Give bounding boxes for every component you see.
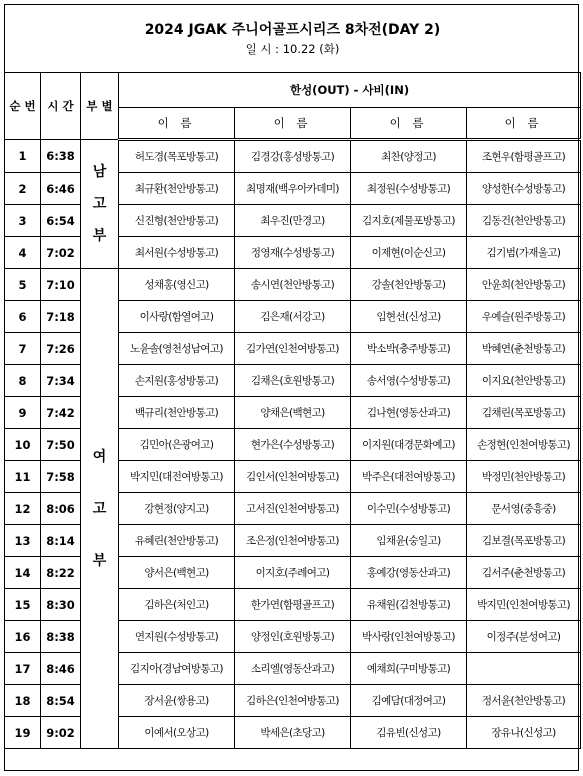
player-name: 성채홍(영신고) xyxy=(119,269,235,301)
tee-time-table xyxy=(4,72,581,749)
player-name: 김지아(경남여방통고) xyxy=(119,653,235,685)
player-name: 이사랑(함열여고) xyxy=(119,301,235,333)
tee-time: 6:54 xyxy=(41,205,81,237)
player-name: 박사랑(인천여방통고) xyxy=(351,621,467,653)
tee-time: 6:38 xyxy=(41,140,81,173)
player-name: 송서영(수성방통고) xyxy=(351,365,467,397)
header-name-1: 이 름 xyxy=(119,108,235,140)
row-number: 1 xyxy=(5,140,41,173)
player-name: 김예담(대정여고) xyxy=(351,685,467,717)
group-label-char: 남 xyxy=(92,164,107,180)
player-name: 문서영(중흥중) xyxy=(467,493,581,525)
tee-time: 7:58 xyxy=(41,461,81,493)
player-name: 최규환(천안방통고) xyxy=(119,173,235,205)
row-number: 17 xyxy=(5,653,41,685)
player-name: 양채은(백현고) xyxy=(235,397,351,429)
group-label-char: 부 xyxy=(92,552,107,569)
tee-time: 7:34 xyxy=(41,365,81,397)
group-label-char: 고 xyxy=(92,500,107,517)
row-number: 10 xyxy=(5,429,41,461)
player-name: 박주은(대전여방통고) xyxy=(351,461,467,493)
table-row xyxy=(5,269,581,301)
tee-time: 8:54 xyxy=(41,685,81,717)
row-number: 12 xyxy=(5,493,41,525)
group-label-char: 여 xyxy=(92,448,107,465)
player-name: 한가연(함평골프고) xyxy=(235,589,351,621)
player-name: 김나현(영동산과고) xyxy=(351,397,467,429)
tee-time: 7:50 xyxy=(41,429,81,461)
player-name: 박지민(대전여방통고) xyxy=(119,461,235,493)
player-name: 김가연(인천여방통고) xyxy=(235,333,351,365)
player-name: 최서원(수성방통고) xyxy=(119,237,235,269)
group-label-char: 부 xyxy=(92,228,107,244)
row-number: 11 xyxy=(5,461,41,493)
event-date: 일 시 : 10.22 (화) xyxy=(245,42,340,56)
player-name: 연지원(수성방통고) xyxy=(119,621,235,653)
tee-time: 8:14 xyxy=(41,525,81,557)
player-name: 이정주(분성여고) xyxy=(467,621,581,653)
player-name: 김인서(인천여방통고) xyxy=(235,461,351,493)
group-label-char: 고 xyxy=(92,196,107,212)
player-name: 고서진(인천여방통고) xyxy=(235,493,351,525)
player-name: 이제현(이순신고) xyxy=(351,237,467,269)
player-name: 박세은(초당고) xyxy=(235,717,351,749)
player-name: 김보결(목포방통고) xyxy=(467,525,581,557)
player-name: 안윤희(천안방통고) xyxy=(467,269,581,301)
player-name: 이지원(대경문화예고) xyxy=(351,429,467,461)
player-name: 박혜연(춘천방통고) xyxy=(467,333,581,365)
row-number: 7 xyxy=(5,333,41,365)
player-name: 백규리(천안방통고) xyxy=(119,397,235,429)
tee-time: 8:46 xyxy=(41,653,81,685)
player-name: 박정민(천안방통고) xyxy=(467,461,581,493)
player-name: 강솔(천안방통고) xyxy=(351,269,467,301)
player-name: 최우진(만경고) xyxy=(235,205,351,237)
player-name: 김민아(은광여고) xyxy=(119,429,235,461)
header-name-3: 이 름 xyxy=(351,108,467,140)
table-row xyxy=(5,140,581,173)
row-number: 5 xyxy=(5,269,41,301)
row-number: 6 xyxy=(5,301,41,333)
header-name-4: 이 름 xyxy=(467,108,581,140)
row-number: 18 xyxy=(5,685,41,717)
page-title: 2024 JGAK 주니어골프시리즈 8차전(DAY 2) xyxy=(144,22,441,38)
row-number: 19 xyxy=(5,717,41,749)
player-name: 김유빈(신성고) xyxy=(351,717,467,749)
header-course: 한성(OUT) - 사비(IN) xyxy=(119,73,581,108)
player-name: 장유나(신성고) xyxy=(467,717,581,749)
tee-time: 8:22 xyxy=(41,557,81,589)
player-name: 김하은(인천여방통고) xyxy=(235,685,351,717)
player-name: 우예슬(원주방통고) xyxy=(467,301,581,333)
row-number: 2 xyxy=(5,173,41,205)
player-name: 유혜린(천안방통고) xyxy=(119,525,235,557)
group-boys-high xyxy=(81,140,119,269)
group-girls-high xyxy=(81,269,119,749)
tee-time-sheet xyxy=(4,4,579,771)
player-name: 김채린(목포방통고) xyxy=(467,397,581,429)
player-name xyxy=(467,653,581,685)
player-name: 홍예강(영동산과고) xyxy=(351,557,467,589)
player-name: 최명재(백우아카데미) xyxy=(235,173,351,205)
header-group: 부 별 xyxy=(81,73,119,140)
player-name: 현가은(수성방통고) xyxy=(235,429,351,461)
player-name: 임현선(신성고) xyxy=(351,301,467,333)
player-name: 조은정(인천여방통고) xyxy=(235,525,351,557)
player-name: 손지원(홍성방통고) xyxy=(119,365,235,397)
player-name: 김경강(홍성방통고) xyxy=(235,140,351,173)
row-number: 4 xyxy=(5,237,41,269)
tee-time: 7:42 xyxy=(41,397,81,429)
tee-time: 7:10 xyxy=(41,269,81,301)
tee-time: 8:06 xyxy=(41,493,81,525)
tee-time: 7:18 xyxy=(41,301,81,333)
player-name: 최찬(양정고) xyxy=(351,140,467,173)
player-name: 정서윤(천안방통고) xyxy=(467,685,581,717)
player-name: 김서주(춘천방통고) xyxy=(467,557,581,589)
player-name: 강현정(양지고) xyxy=(119,493,235,525)
tee-time-rows xyxy=(5,140,581,749)
tee-time: 6:46 xyxy=(41,173,81,205)
row-number: 9 xyxy=(5,397,41,429)
player-name: 김은재(서강고) xyxy=(235,301,351,333)
tee-time: 9:02 xyxy=(41,717,81,749)
row-number: 8 xyxy=(5,365,41,397)
row-number: 14 xyxy=(5,557,41,589)
header-no: 순 번 xyxy=(5,73,41,140)
player-name: 김채은(호원방통고) xyxy=(235,365,351,397)
player-name: 최정원(수성방통고) xyxy=(351,173,467,205)
player-name: 양성한(수성방통고) xyxy=(467,173,581,205)
player-name: 장서윤(쌍용고) xyxy=(119,685,235,717)
header-time: 시 간 xyxy=(41,73,81,140)
player-name: 박지민(인천여방통고) xyxy=(467,589,581,621)
player-name: 양서은(백현고) xyxy=(119,557,235,589)
player-name: 김지호(제물포방통고) xyxy=(351,205,467,237)
player-name: 조현우(함평골프고) xyxy=(467,140,581,173)
player-name: 소리엘(영동산과고) xyxy=(235,653,351,685)
tee-time: 8:30 xyxy=(41,589,81,621)
row-number: 15 xyxy=(5,589,41,621)
row-number: 13 xyxy=(5,525,41,557)
player-name: 허도경(목포방통고) xyxy=(119,140,235,173)
player-name: 정영재(수성방통고) xyxy=(235,237,351,269)
header-name-2: 이 름 xyxy=(235,108,351,140)
tee-time: 8:38 xyxy=(41,621,81,653)
player-name: 이예서(오상고) xyxy=(119,717,235,749)
player-name: 박소박(충주방통고) xyxy=(351,333,467,365)
player-name: 손정현(인천여방통고) xyxy=(467,429,581,461)
player-name: 김동건(천안방통고) xyxy=(467,205,581,237)
player-name: 이지요(천안방통고) xyxy=(467,365,581,397)
row-number: 3 xyxy=(5,205,41,237)
player-name: 예채희(구미방통고) xyxy=(351,653,467,685)
player-name: 양정인(호원방통고) xyxy=(235,621,351,653)
row-number: 16 xyxy=(5,621,41,653)
player-name: 이수민(수성방통고) xyxy=(351,493,467,525)
player-name: 노윤솔(영천성남여고) xyxy=(119,333,235,365)
player-name: 김기범(가재울고) xyxy=(467,237,581,269)
tee-time: 7:02 xyxy=(41,237,81,269)
player-name: 유채원(김천방통고) xyxy=(351,589,467,621)
player-name: 임채윤(숭일고) xyxy=(351,525,467,557)
player-name: 김하은(처인고) xyxy=(119,589,235,621)
player-name: 송시연(천안방통고) xyxy=(235,269,351,301)
player-name: 이지호(주례여고) xyxy=(235,557,351,589)
player-name: 신진형(천안방통고) xyxy=(119,205,235,237)
tee-time: 7:26 xyxy=(41,333,81,365)
